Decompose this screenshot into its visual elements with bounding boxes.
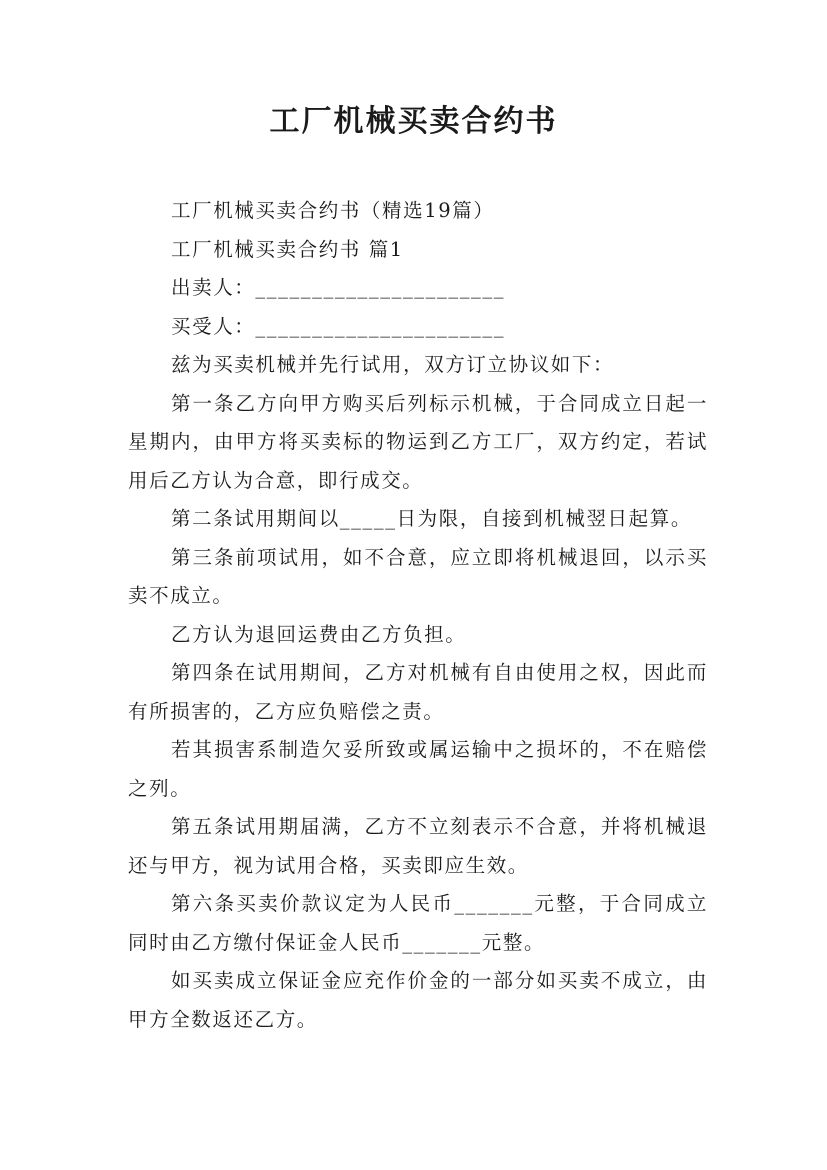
paragraph-article-5: 第五条试用期届满，乙方不立刻表示不合意，并将机械退还与甲方，视为试用合格，买卖即应生效。 xyxy=(128,815,708,877)
paragraph-article-2: 第二条试用期间以_____日为限，自接到机械翌日起算。 xyxy=(171,507,692,530)
paragraph-damage-exclusion: 若其损害系制造欠妥所致或属运输中之损坏的，不在赔偿之列。 xyxy=(128,738,708,800)
paragraph-article-6: 第六条买卖价款议定为人民币_______元整，于合同成立同时由乙方缴付保证金人民币_______元整。 xyxy=(128,892,708,954)
document-title: 工厂机械买卖合约书 xyxy=(269,104,558,139)
paragraph-article-4: 第四条在试用期间，乙方对机械有自由使用之权，因此而有所损害的，乙方应负赔偿之责。 xyxy=(128,661,708,723)
paragraph-subtitle: 工厂机械买卖合约书（精选19篇） xyxy=(171,199,495,222)
paragraph-seller: 出卖人：______________________ xyxy=(171,276,506,299)
paragraph-buyer: 买受人：______________________ xyxy=(171,314,506,338)
document-body xyxy=(128,192,708,1039)
paragraph-preamble: 兹为买卖机械并先行试用，双方订立协议如下： xyxy=(171,353,615,376)
paragraph-section-heading: 工厂机械买卖合约书 篇1 xyxy=(171,237,404,261)
paragraph-deposit: 如买卖成立保证金应充作价金的一部分如买卖不成立，由甲方全数返还乙方。 xyxy=(128,969,708,1031)
paragraph-article-1: 第一条乙方向甲方购买后列标示机械，于合同成立日起一星期内，由甲方将买卖标的物运到乙方工厂，双方约定，若试用后乙方认为合意，即行成交。 xyxy=(128,391,708,492)
paragraph-article-3: 第三条前项试用，如不合意，应立即将机械退回，以示买卖不成立。 xyxy=(128,545,708,607)
paragraph-return-freight: 乙方认为退回运费由乙方负担。 xyxy=(171,622,467,646)
